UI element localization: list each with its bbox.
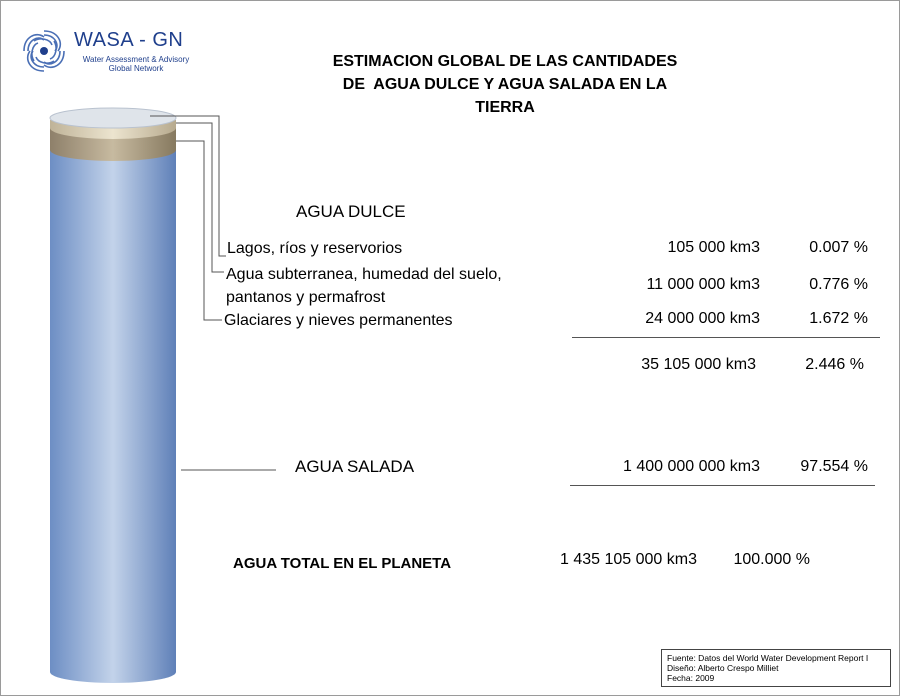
source-line2: Diseño: Alberto Crespo Milliet	[667, 663, 779, 673]
agua-salada-heading: AGUA SALADA	[295, 457, 415, 476]
subtotal-divider	[572, 337, 880, 338]
source-line3: Fecha: 2009	[667, 673, 715, 683]
row-groundwater-label-line1: Agua subterranea, humedad del suelo,	[226, 266, 502, 283]
source-line1: Fuente: Datos del World Water Development Report I	[667, 653, 869, 663]
title-line2: DE AGUA DULCE Y AGUA SALADA EN LA	[342, 76, 668, 93]
row-lakes-volume: 105 000 km3	[667, 239, 760, 256]
agua-total-percent: 100.000 %	[733, 551, 810, 568]
row-groundwater-percent: 0.776 %	[809, 276, 868, 293]
agua-salada-volume: 1 400 000 000 km3	[623, 458, 760, 475]
agua-dulce-subtotal-percent: 2.446 %	[805, 356, 864, 373]
salt-water-layer	[50, 150, 176, 683]
lakes-layer-top	[50, 108, 176, 128]
source-box	[661, 649, 891, 687]
logo-name: WASA - GN	[74, 29, 184, 51]
agua-total-volume: 1 435 105 000 km3	[560, 551, 697, 568]
logo-subtitle-line1: Water Assessment & Advisory	[82, 55, 190, 64]
row-lakes-label: Lagos, ríos y reservorios	[227, 240, 403, 257]
row-lakes-percent: 0.007 %	[809, 239, 868, 256]
row-glaciers-volume: 24 000 000 km3	[645, 310, 760, 327]
leader-line-groundwater	[176, 123, 224, 272]
title-line1: ESTIMACION GLOBAL DE LAS CANTIDADES	[332, 53, 678, 70]
row-glaciers-label: Glaciares y nieves permanentes	[224, 312, 453, 329]
agua-salada-percent: 97.554 %	[800, 458, 868, 475]
row-glaciers-percent: 1.672 %	[809, 310, 868, 327]
agua-dulce-heading: AGUA DULCE	[296, 202, 406, 221]
title-line3: TIERRA	[475, 99, 535, 116]
agua-dulce-subtotal-volume: 35 105 000 km3	[641, 356, 756, 373]
total-divider	[570, 485, 875, 486]
row-groundwater-volume: 11 000 000 km3	[646, 276, 760, 293]
agua-total-label: AGUA TOTAL EN EL PLANETA	[233, 555, 452, 572]
leader-line-glaciers	[176, 141, 222, 320]
logo-subtitle-line2: Global Network	[108, 64, 164, 73]
row-groundwater-label-line2: pantanos y permafrost	[226, 289, 386, 306]
